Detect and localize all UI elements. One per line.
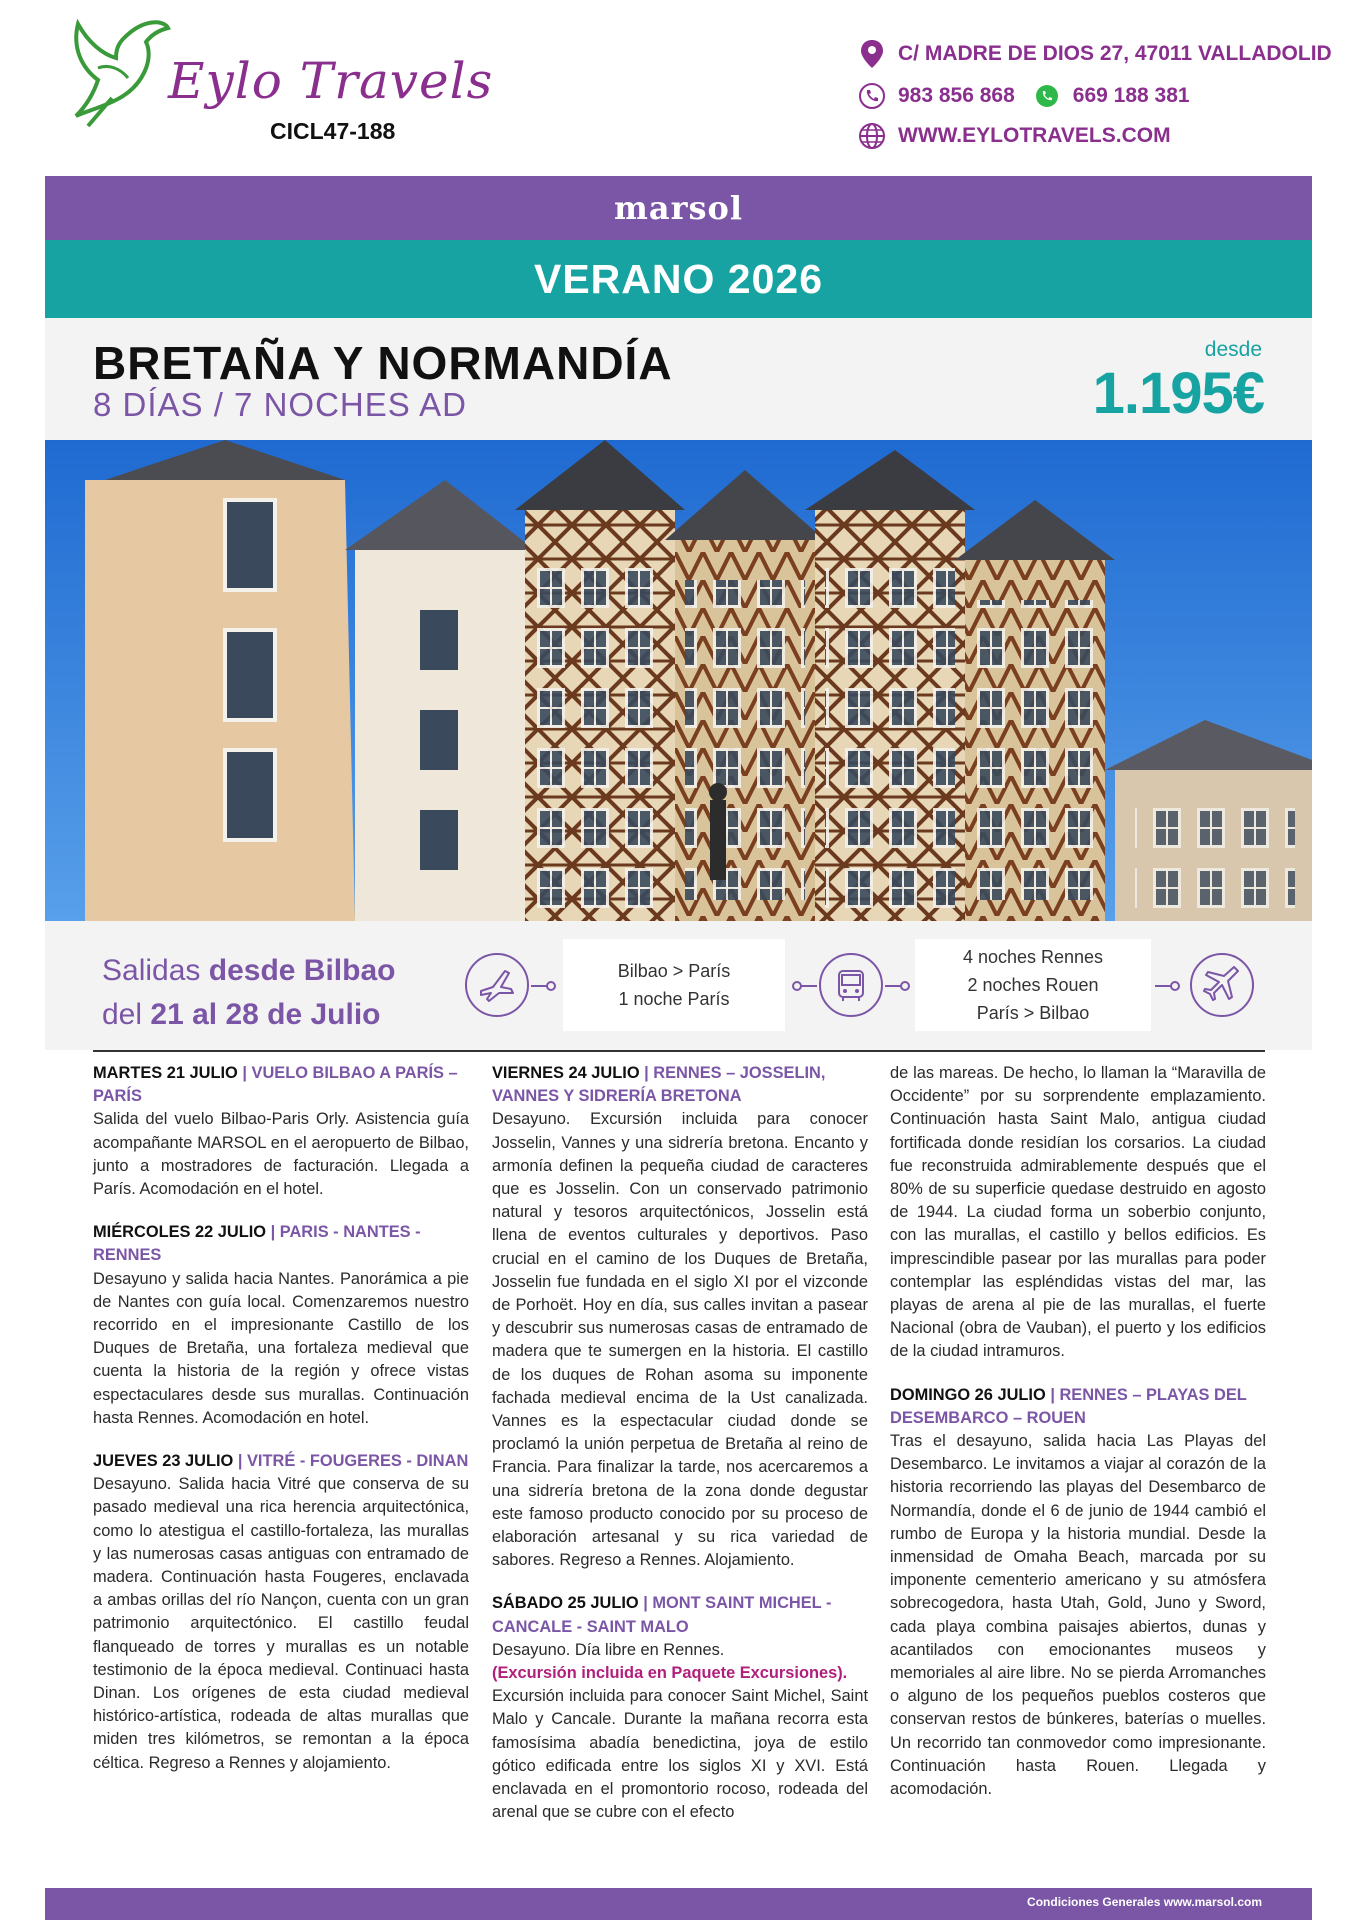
route-leg-1-line: Bilbao > París xyxy=(617,961,731,981)
departure-label: Salidas xyxy=(102,954,201,987)
trip-title: BRETAÑA Y NORMANDÍA xyxy=(93,337,673,389)
departure-dates-prefix: del xyxy=(102,998,143,1031)
itinerary-day xyxy=(93,1221,469,1430)
day-date: DOMINGO 26 JULIO xyxy=(890,1385,1046,1404)
trip-price: 1.195€ xyxy=(1092,361,1264,426)
day-date: MARTES 21 JULIO xyxy=(93,1064,238,1082)
address-row xyxy=(858,40,1332,68)
bus-icon xyxy=(819,953,883,1017)
footer-band xyxy=(45,1888,1312,1920)
itinerary-day xyxy=(93,1062,469,1201)
route-arrow-icon xyxy=(791,981,817,991)
agency-whatsapp[interactable]: 669 188 381 xyxy=(1072,84,1190,107)
excursion-package-note: (Excursión incluida en Paquete Excursiones). xyxy=(492,1664,848,1683)
agency-phone[interactable]: 983 856 868 xyxy=(898,84,1015,107)
price-prefix: desde xyxy=(1204,338,1262,361)
hero-photo-rennes-half-timbered-houses xyxy=(45,440,1312,921)
departure-summary xyxy=(102,949,395,1037)
route-leg-2-line: París > Bilbao xyxy=(976,1003,1090,1023)
phone-row xyxy=(858,82,1190,110)
section-divider xyxy=(93,1050,1265,1052)
day-route: | RENNES – PLAYAS DEL DESEMBARCO – ROUEN xyxy=(890,1385,1247,1427)
route-arrow-icon xyxy=(1155,981,1181,991)
plane-departure-icon xyxy=(465,953,529,1017)
departure-info-band xyxy=(45,921,1312,1050)
route-arrow-icon xyxy=(531,981,557,991)
website-row xyxy=(858,122,1171,150)
route-arrow-icon xyxy=(885,981,911,991)
day-description: de las mareas. De hecho, lo llaman la “Maravilla de Occidente” por su sorprendente emplazamiento. Continuación hasta Saint Malo, antigua ciudad fortificada donde residían los corsarios. La ciudad fue reconstruida admirablemente después que el 80% de su superficie quedase destruido en agosto de 1944. La ciudad forma un soberbio conjunto, con las murallas, el castillo y bellos edificios. Es imprescindible pasear por las murallas para poder contemplar las espléndidas vistas del mar, las playas de arena al pie de las murallas, el fuerte Nacional (obra de Vauban), el puerto y los edificios de la ciudad intramuros. xyxy=(890,1064,1266,1361)
agency-header xyxy=(0,0,1357,176)
globe-icon xyxy=(858,122,886,150)
hummingbird-logo-icon xyxy=(64,8,174,130)
day-route: | VITRÉ - FOUGERES - DINAN xyxy=(237,1452,469,1471)
day-date: MIÉRCOLES 22 JULIO xyxy=(93,1223,267,1242)
itinerary-day xyxy=(492,1062,868,1572)
day-date: SÁBADO 25 JULIO xyxy=(492,1594,639,1613)
day-route: | MONT SAINT MICHEL - CANCALE - SAINT MALO xyxy=(492,1594,832,1636)
agency-website[interactable]: WWW.EYLOTRAVELS.COM xyxy=(898,124,1171,147)
route-leg-2-line: 2 noches Rouen xyxy=(967,975,1099,995)
itinerary-day xyxy=(492,1592,868,1824)
agency-address: C/ MADRE DE DIOS 27, 47011 VALLADOLID xyxy=(898,42,1332,65)
agency-name: Eylo Travels xyxy=(168,52,494,110)
whatsapp-icon xyxy=(1033,82,1061,110)
itinerary-column-1 xyxy=(93,1062,469,1795)
footer-conditions-link[interactable]: Condiciones Generales www.marsol.com xyxy=(1027,1895,1262,1909)
day-description: Desayuno. Excursión incluida para conocer Josselin, Vannes y una sidrería bretona. Encanto y armonía definen la pequeña ciudad de caracteres que es Josselin. Con un conservado patrimonio natural y tesoros arquitectónicos, Josselin está llena de eventos culturales y deportivos. Paso crucial en el camino de los Duques de Bretaña, Josselin fue fundada en el siglo XI por el vizconde de Porhoët. Hoy en día, sus calles invitan a pasear y descubrir sus numerosas casas de entramado de madera que te sumergen en la historia. El castillo de los duques de Rohan asoma su imponente fachada medieval encima de la Ust canalizada. Vannes es la espectacular ciudad donde se proclamó la unión perpetua de Bretaña al reino de Francia. Para finalizar la tarde, nos acercaremos a una sidrería bretona de la zona donde degustar este famoso producto conocido por su proceso de elaboración artesanal y su rica variedad de sabores. Regreso a Rennes. Alojamiento. xyxy=(492,1110,868,1570)
day-description: Salida del vuelo Bilbao-Paris Orly. Asistencia guía acompañante MARSOL en el aeropuerto de Bilbao, junto a mostradores de facturación. Llegada a París. Acomodación en el hotel. xyxy=(93,1110,469,1199)
day-date: VIERNES 24 JULIO xyxy=(492,1064,640,1082)
day-description: Desayuno. Salida hacia Vitré que conserva de su pasado medieval una rica herencia arquitectónica, como lo atestigua el castillo-fortaleza, las murallas y las numerosas casas antiguas con entramado de madera. Continuación hasta Fougeres, enclavada a ambas orillas del río Nançon, cuenta con un gran patrimonio arquitectónico. El castillo feudal flanqueado de torres y murallas es un notable testimonio de la época medieval. Continuaci hasta Dinan. Los orígenes de esta ciudad medieval histórico-artística, rodeada de altas murallas que miden tres kilómetros, se remontan a la época céltica. Regreso a Rennes y alojamiento. xyxy=(93,1475,469,1772)
route-leg-1 xyxy=(563,939,785,1031)
agency-license-code: CICL47-188 xyxy=(270,118,396,144)
plane-return-icon xyxy=(1190,953,1254,1017)
itinerary-column-2 xyxy=(492,1062,868,1845)
route-leg-2 xyxy=(915,939,1151,1031)
day-description: Desayuno y salida hacia Nantes. Panorámica a pie de Nantes con guía local. Comenzaremos nuestro recorrido en el impresionante Castillo de los Duques de Bretaña, una fortaleza medieval que cuenta la historia de la región y ofrece vistas espectaculares desde sus murallas. Continuación hasta Rennes. Acomodación en hotel. xyxy=(93,1269,469,1427)
departure-city: desde Bilbao xyxy=(208,954,396,987)
trip-duration: 8 DÍAS / 7 NOCHES AD xyxy=(93,386,467,423)
day-description: Tras el desayuno, salida hacia Las Playas del Desembarco. Le invitamos a viajar al corazón de la historia recorriendo las playas del Desembarco de Normandía, donde el 6 de junio de 1944 cambió el rumbo de Europa y la historia mundial. Desde la inmensidad de Omaha Beach, marcada por su imponente cementerio americano y su atmósfera sobrecogedora, hasta Utah, Gold, Juno y Sword, cada playa combina paisajes abiertos, dunas y acantilados con emocionantes museos y memoriales al aire libre. No se pierda Arromanches o alguno de los pequeños pueblos costeros que conservan restos de búnkeres, baterías o muelles. Un recorrido tan conmovedor como impresionante. Continuación hasta Rouen. Llegada y acomodación. xyxy=(890,1432,1266,1799)
season-title: VERANO 2026 xyxy=(533,255,823,302)
route-leg-2-line: 4 noches Rennes xyxy=(962,947,1104,967)
itinerary-day-continued xyxy=(890,1062,1266,1364)
route-leg-1-line: 1 noche París xyxy=(618,989,730,1009)
day-route: | PARIS - NANTES - RENNES xyxy=(93,1223,421,1265)
season-band xyxy=(45,240,1312,318)
phone-icon xyxy=(858,82,886,110)
location-pin-icon xyxy=(858,40,886,68)
itinerary-day xyxy=(890,1384,1266,1802)
operator-band xyxy=(45,176,1312,240)
day-description: Desayuno. Día libre en Rennes. xyxy=(492,1640,725,1659)
itinerary-column-3 xyxy=(890,1062,1266,1821)
departure-dates: 21 al 28 de Julio xyxy=(150,998,381,1031)
day-date: JUEVES 23 JULIO xyxy=(93,1452,234,1471)
day-route: | RENNES – JOSSELIN, VANNES Y SIDRERÍA BRETONA xyxy=(492,1064,826,1106)
marsol-logo: marsol xyxy=(614,189,743,227)
day-description: Excursión incluida para conocer Saint Michel, Saint Malo y Cancale. Durante la mañana recorra esta famosísima abadía benedictina, joya de estilo gótico edificada entre los siglos XI y XVI. Está enclavada en el promontorio rocoso, rodeada del arenal que se cubre con el efecto xyxy=(492,1687,868,1822)
itinerary-day xyxy=(93,1450,469,1775)
day-route: | VUELO BILBAO A PARÍS – PARÍS xyxy=(93,1064,458,1106)
trip-title-area xyxy=(45,318,1312,440)
